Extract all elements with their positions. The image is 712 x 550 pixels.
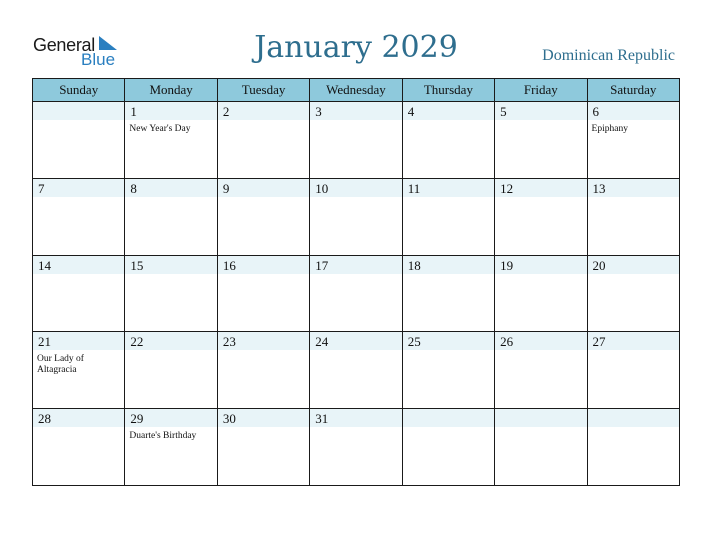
day-number: 4 <box>407 104 415 119</box>
day-cell <box>402 332 494 409</box>
day-number: 27 <box>592 334 606 350</box>
country-label: Dominican Republic <box>542 47 675 64</box>
day-number: 9 <box>222 180 230 196</box>
day-number-band <box>495 409 586 427</box>
day-number: 22 <box>130 334 144 350</box>
day-cell <box>495 332 587 409</box>
day-number-band <box>403 102 494 120</box>
day-number: 23 <box>222 334 236 350</box>
day-cell <box>495 102 587 179</box>
day-cell <box>402 102 494 179</box>
day-number: 30 <box>222 411 236 427</box>
day-number: 21 <box>38 334 51 350</box>
day-number: 26 <box>500 334 514 350</box>
day-number-band <box>218 179 309 197</box>
day-cell <box>587 332 679 409</box>
day-number: 31 <box>315 411 329 427</box>
day-cell <box>402 255 494 332</box>
day-cell <box>33 409 125 486</box>
day-number: 25 <box>407 334 421 350</box>
day-cell <box>402 178 494 255</box>
day-number-band <box>495 102 586 120</box>
day-number: 7 <box>38 180 45 196</box>
day-number-band <box>33 102 124 120</box>
day-cell <box>402 409 494 486</box>
day-cell <box>587 102 679 179</box>
day-cell <box>33 178 125 255</box>
day-number: 1 <box>130 104 137 119</box>
day-number: 24 <box>315 334 329 350</box>
day-cell <box>217 255 309 332</box>
holiday-label: Duarte's Birthday <box>129 431 197 442</box>
day-number: 20 <box>592 257 606 273</box>
day-number-band <box>125 102 216 120</box>
holiday-label: New Year's Day <box>129 124 191 134</box>
weekday-header: Sunday <box>33 79 125 102</box>
day-cell <box>125 178 217 255</box>
day-number-band <box>218 102 309 120</box>
day-cell <box>125 409 217 486</box>
weekday-header: Wednesday <box>310 79 402 102</box>
day-number: 19 <box>500 257 514 273</box>
day-cell <box>587 178 679 255</box>
day-cell <box>587 409 679 486</box>
day-cell <box>217 409 309 486</box>
week-row <box>33 409 680 486</box>
day-cell <box>587 255 679 332</box>
day-number: 5 <box>500 104 507 119</box>
day-number: 13 <box>592 180 606 196</box>
day-number: 17 <box>315 257 329 273</box>
day-number: 6 <box>592 104 600 119</box>
day-number-band <box>125 179 216 197</box>
day-number: 18 <box>407 257 421 273</box>
day-number-band <box>588 409 679 427</box>
day-number-band <box>588 102 679 120</box>
day-number-band <box>403 409 494 427</box>
logo-text-blue: Blue <box>81 50 116 69</box>
calendar-grid <box>32 78 680 486</box>
day-cell <box>125 255 217 332</box>
day-number: 15 <box>130 257 144 273</box>
page-title: January 2029 <box>254 30 458 65</box>
day-cell <box>217 102 309 179</box>
holiday-label: Epiphany <box>591 124 628 134</box>
week-row <box>33 332 680 409</box>
day-cell <box>310 255 402 332</box>
day-cell <box>310 409 402 486</box>
logo-text-general: General <box>33 35 95 55</box>
day-cell <box>310 178 402 255</box>
day-number: 11 <box>407 180 421 196</box>
holiday-label: Our Lady of Altagracia <box>37 354 84 376</box>
weekday-header: Friday <box>495 79 587 102</box>
day-number-band <box>310 102 401 120</box>
day-number: 12 <box>500 180 514 196</box>
day-cell <box>217 332 309 409</box>
week-row <box>33 102 680 179</box>
day-cell <box>125 102 217 179</box>
day-cell <box>33 102 125 179</box>
day-cell <box>125 332 217 409</box>
day-cell <box>495 178 587 255</box>
week-row <box>33 178 680 255</box>
day-number: 29 <box>130 411 144 427</box>
day-number: 8 <box>130 180 137 196</box>
day-number: 14 <box>38 257 51 273</box>
day-cell <box>495 255 587 332</box>
day-cell <box>33 332 125 409</box>
day-cell <box>310 332 402 409</box>
day-number: 16 <box>222 257 236 273</box>
day-cell <box>495 409 587 486</box>
day-number: 2 <box>222 104 230 119</box>
weekday-header: Saturday <box>587 79 679 102</box>
day-cell <box>33 255 125 332</box>
day-number: 3 <box>315 104 322 119</box>
weekday-header: Monday <box>125 79 217 102</box>
day-number: 28 <box>38 411 51 427</box>
day-cell <box>310 102 402 179</box>
day-cell <box>217 178 309 255</box>
weekday-header-row <box>33 79 680 102</box>
weekday-header: Thursday <box>402 79 494 102</box>
week-row <box>33 255 680 332</box>
weekday-header: Tuesday <box>217 79 309 102</box>
day-number-band <box>33 179 124 197</box>
day-number: 10 <box>315 180 329 196</box>
